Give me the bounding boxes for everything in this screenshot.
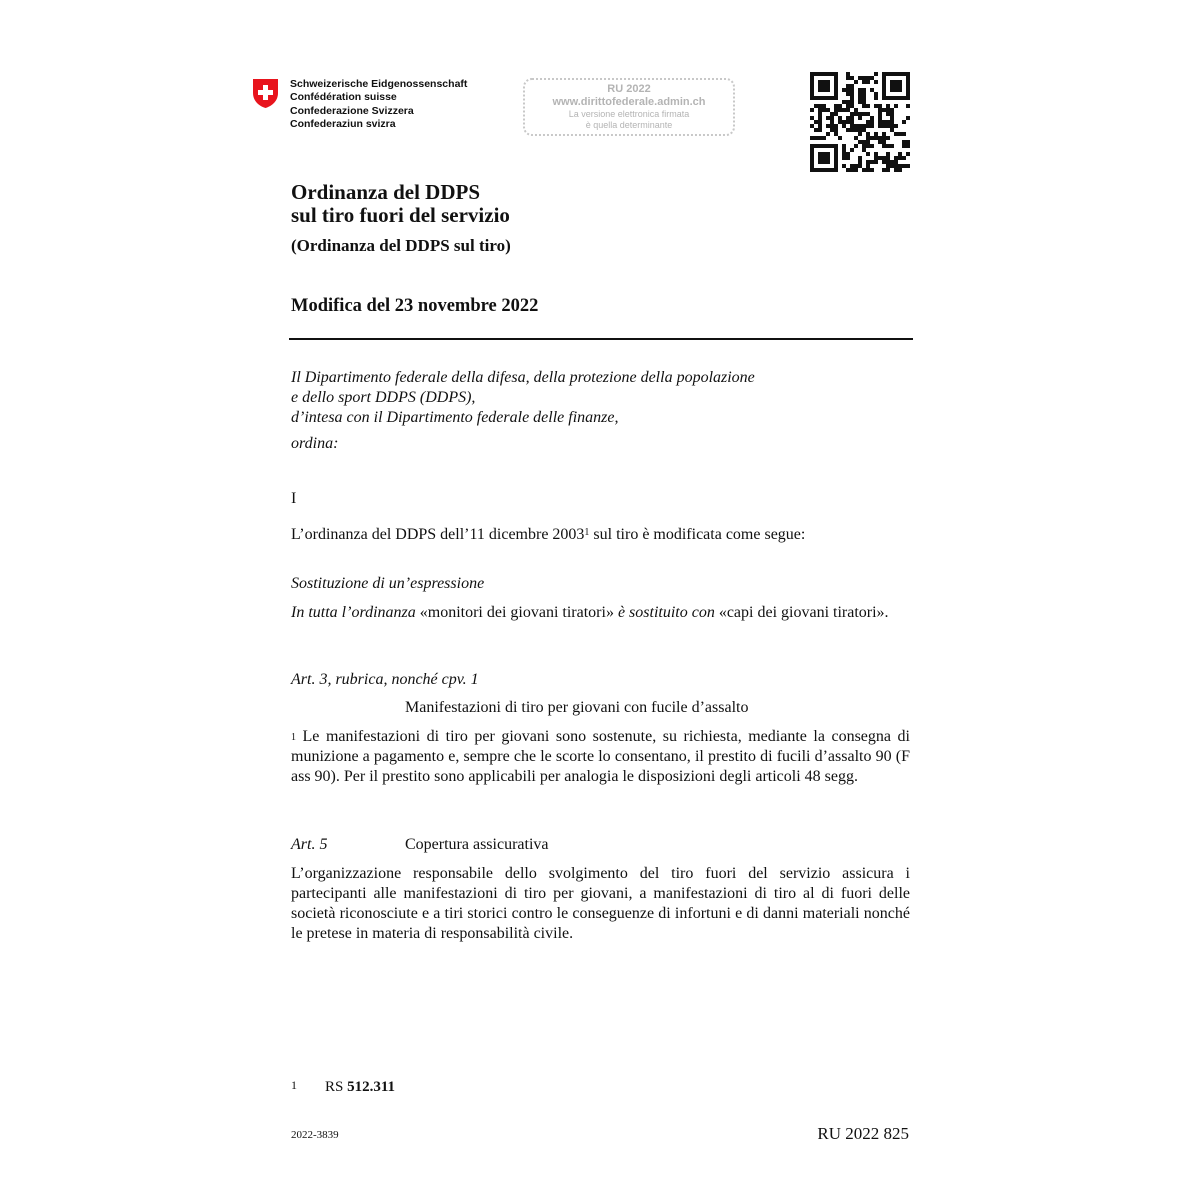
- preamble: [291, 368, 755, 428]
- substitution-italic-1: In tutta l’ordinanza: [291, 604, 416, 621]
- header-divider: [289, 338, 913, 340]
- confederation-line-de: Schweizerische Eidgenossenschaft: [290, 78, 468, 90]
- title-line-1: Ordinanza del DDPS: [291, 180, 481, 204]
- article-3-heading: Art. 3, rubrica, nonché cpv. 1: [291, 671, 479, 688]
- confederation-line-fr: Confédération suisse: [290, 91, 397, 104]
- footnote-reference: 1: [584, 527, 590, 538]
- official-publication-stamp: [523, 78, 735, 136]
- article-3-paragraph: [291, 727, 910, 787]
- title-line-2: sul tiro fuori del servizio: [291, 203, 510, 227]
- stamp-collection: RU 2022: [607, 83, 651, 95]
- stamp-website: www.dirittofederale.admin.ch: [552, 96, 706, 108]
- section-number: I: [291, 490, 297, 507]
- article-3-text: Le manifestazioni di tiro per giovani sono sostenute, su richiesta, mediante la consegna di munizione a pagamento e, sempre che le scorte lo consentano, il prestito di fucili d’assalto 90 (F ass 90). Per il prestito sono applicabili per analogia le disposizioni degli articoli 48 segg.: [291, 728, 910, 785]
- article-3-title: Manifestazioni di tiro per giovani con fucile d’assalto: [405, 699, 749, 716]
- document-title: [291, 181, 510, 227]
- article-5-title: Copertura assicurativa: [405, 836, 549, 853]
- stamp-note-2: è quella determinante: [585, 120, 673, 130]
- preamble-line-3: d’intesa con il Dipartimento federale delle finanze,: [291, 409, 619, 426]
- modification-date: Modifica del 23 novembre 2022: [291, 296, 539, 316]
- confederation-name-block: [290, 78, 467, 131]
- substitution-heading: Sostituzione di un’espressione: [291, 575, 485, 592]
- confederation-line-it: Confederazione Svizzera: [290, 104, 414, 117]
- footnote-rs-number: 512.311: [347, 1079, 396, 1095]
- stamp-note-1: La versione elettronica firmata: [568, 109, 690, 119]
- preamble-line-1: Il Dipartimento federale della difesa, della protezione della popolazione: [291, 369, 755, 386]
- confederation-line-rm: Confederaziun svizra: [290, 117, 396, 130]
- footnote-prefix: RS: [325, 1079, 348, 1095]
- article-5-paragraph: L’organizzazione responsabile dello svolgimento del tiro fuori del servizio assicura i partecipanti alle manifestazioni di tiro per giovani, a manifestazioni di tiro al di fuori delle società riconosciute e a tiri storici contro le conseguenze di infortuni e di danni materiali nonché le pretese in materia di responsabilità civile.: [291, 865, 910, 942]
- preamble-line-2: e dello sport DDPS (DDPS),: [291, 389, 476, 406]
- substitution-text-2: «capi dei giovani tiratori».: [714, 604, 889, 621]
- footnote-text: [325, 1079, 395, 1096]
- amendment-text-start: L’ordinanza del DDPS dell’11 dicembre 2003: [291, 526, 585, 543]
- substitution-italic-2: è sostituito con: [617, 604, 715, 621]
- document-short-title: (Ordinanza del DDPS sul tiro): [291, 236, 511, 255]
- footnote-number: 1: [291, 1078, 297, 1092]
- article-5-number: Art. 5: [291, 836, 328, 853]
- paragraph-number: 1: [291, 732, 296, 743]
- qr-code-icon: [810, 72, 910, 172]
- page-reference: RU 2022 825: [817, 1124, 909, 1143]
- ordina-word: ordina:: [291, 435, 339, 452]
- substitution-paragraph: [291, 603, 910, 623]
- document-number: 2022-3839: [291, 1129, 339, 1141]
- swiss-coat-of-arms-icon: [252, 78, 279, 109]
- amendment-text-end: sul tiro è modificata come segue:: [589, 526, 806, 543]
- substitution-text-1: «monitori dei giovani tiratori»: [415, 604, 618, 621]
- amendment-intro: [291, 526, 805, 544]
